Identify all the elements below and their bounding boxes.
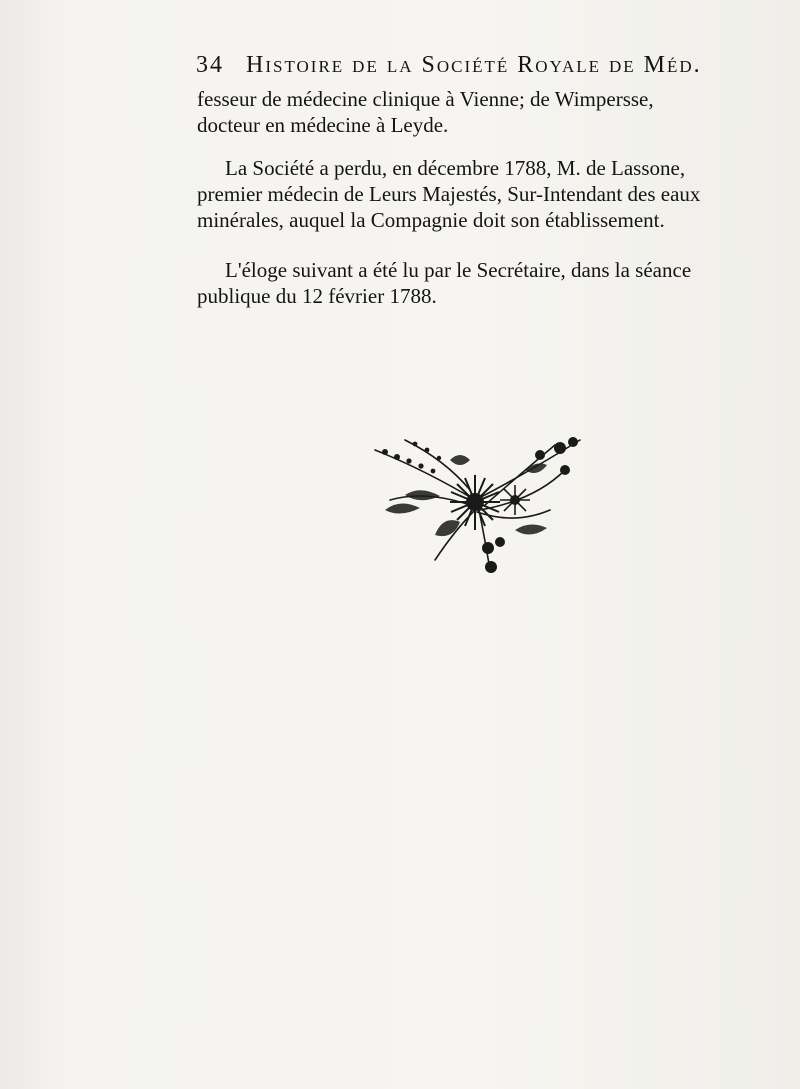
text-line: L'éloge suivant a été lu par le Secrétaire, dans la séance <box>225 258 692 282</box>
floral-bouquet-icon <box>365 430 595 580</box>
text-line: docteur en médecine à Leyde. <box>197 113 449 137</box>
paragraph-lassone <box>197 155 759 233</box>
text-line: La Société a perdu, en décembre 1788, M. de Lassone, <box>225 156 686 180</box>
paragraph-eloge <box>197 257 759 309</box>
text-line: minérales, auquel la Compagnie doit son établissement. <box>197 208 665 232</box>
text-line: publique du 12 février 1788. <box>197 284 437 308</box>
page-number: 34 <box>196 52 224 78</box>
running-header <box>196 52 756 79</box>
running-title: Histoire de la Société Royale de Méd. <box>246 52 702 78</box>
text-line: fesseur de médecine clinique à Vienne; de Wimpersse, <box>197 87 654 111</box>
text-line: premier médecin de Leurs Majestés, Sur-Intendant des eaux <box>197 182 701 206</box>
paragraph-continuation <box>197 86 759 138</box>
